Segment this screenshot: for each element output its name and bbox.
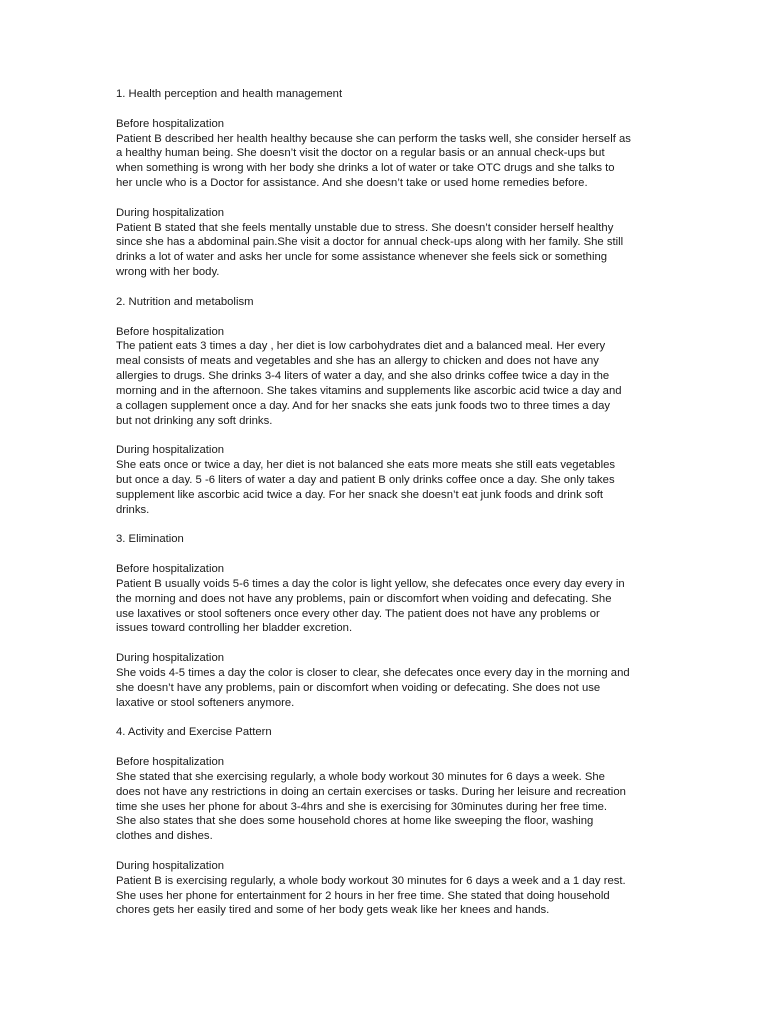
paragraph-line: a healthy human being. She doesn’t visit the doctor on a regular basis or an annual check-ups but [116, 147, 605, 160]
paragraph-line: Patient B usually voids 5-6 times a day the color is light yellow, she defecates once every day every in [116, 577, 625, 590]
paragraph-line: She also states that she does some household chores at home like sweeping the floor, washing [116, 815, 594, 828]
section-heading: 2. Nutrition and metabolism [116, 295, 254, 308]
paragraph-line: She voids 4-5 times a day the color is closer to clear, she defecates once every day in the morning and [116, 666, 630, 679]
paragraph-line: morning and in the afternoon. She takes vitamins and supplements like ascorbic acid twice a day and [116, 384, 622, 397]
section-heading: 3. Elimination [116, 533, 184, 546]
section-heading: 1. Health perception and health management [116, 88, 343, 100]
subsection-label-during: During hospitalization [116, 444, 225, 457]
paragraph-line: when something is wrong with her body she drinks a lot of water or take OTC drugs and she talks to [116, 162, 615, 175]
paragraph-line: use laxatives or stool softeners once every other day. The patient does not have any problems or [116, 607, 600, 620]
paragraph-line: chores gets her easily tired and some of her body gets weak like her knees and hands. [116, 904, 550, 917]
paragraph-line: supplement like ascorbic acid twice a day. For her snack she doesn’t eat junk foods and drink soft [116, 488, 604, 501]
paragraph-line: but not drinking any soft drinks. [116, 414, 273, 427]
paragraph-line: since she has a abdominal pain.She visit a doctor for annual check-ups along with her family. She still [116, 236, 624, 249]
section-heading: 4. Activity and Exercise Pattern [116, 726, 272, 739]
paragraph-line: does not have any restrictions in doing an certain exercises or tasks. During her leisure and recreation [116, 785, 626, 798]
paragraph-line: drinks a lot of water and asks her uncle for some assistance whenever she feels sick or something [116, 251, 608, 264]
paragraph-line: she doesn’t have any problems, pain or discomfort when voiding or defecating. She does not use [116, 681, 601, 694]
section-activity-exercise [116, 725, 661, 918]
paragraph-line: time she uses her phone for about 3-4hrs and she is exercising for 30minutes during her free time. [116, 800, 608, 813]
section-health-perception [116, 87, 661, 295]
section-elimination [116, 532, 661, 725]
subsection-label-during: During hospitalization [116, 859, 225, 872]
paragraph-line: a collagen supplement once a day. And for her snacks she eats junk foods two to three times a day [116, 399, 611, 412]
section-nutrition-metabolism [116, 295, 661, 533]
paragraph-line: allergies to drugs. She drinks 3-4 liters of water a day, and she also drinks coffee twice a day in the [116, 370, 610, 383]
paragraph-line: Patient B stated that she feels mentally unstable due to stress. She doesn’t consider herself healthy [116, 221, 614, 234]
paragraph-line: She stated that she exercising regularly, a whole body workout 30 minutes for 6 days a week. She [116, 770, 605, 783]
subsection-label-during: During hospitalization [116, 206, 225, 219]
paragraph-line: wrong with her body. [116, 266, 220, 279]
subsection-label-before: Before hospitalization [116, 755, 225, 768]
paragraph-line: She uses her phone for entertainment for 2 hours in her free time. She stated that doing household [116, 889, 610, 902]
paragraph-line: issues toward controlling her bladder excretion. [116, 622, 353, 635]
paragraph-line: laxative or stool softeners anymore. [116, 696, 295, 709]
paragraph-line: but once a day. 5 -6 liters of water a day and patient B only drinks coffee once a day. She only takes [116, 473, 615, 486]
subsection-label-before: Before hospitalization [116, 117, 225, 130]
subsection-label-during: During hospitalization [116, 652, 225, 665]
document-body [116, 87, 661, 918]
paragraph-line: clothes and dishes. [116, 830, 213, 843]
paragraph-line: The patient eats 3 times a day , her diet is low carbohydrates diet and a balanced meal. Her every [116, 340, 606, 353]
paragraph-line: meal consists of meats and vegetables and she has an allergy to chicken and does not have any [116, 355, 599, 368]
subsection-label-before: Before hospitalization [116, 563, 225, 575]
paragraph-line: drinks. [116, 503, 150, 516]
paragraph-line: Patient B described her health healthy because she can perform the tasks well, she consider herself as [116, 132, 631, 145]
paragraph-line: the morning and does not have any problems, pain or discomfort when voiding and defecating. She [116, 592, 612, 605]
paragraph-line: She eats once or twice a day, her diet is not balanced she eats more meats she still eats vegetables [116, 459, 616, 472]
subsection-label-before: Before hospitalization [116, 325, 225, 338]
paragraph-line: her uncle who is a Doctor for assistance. And she doesn’t take or used home remedies before. [116, 177, 588, 190]
paragraph-line: Patient B is exercising regularly, a whole body workout 30 minutes for 6 days a week and a 1 day rest. [116, 874, 626, 887]
